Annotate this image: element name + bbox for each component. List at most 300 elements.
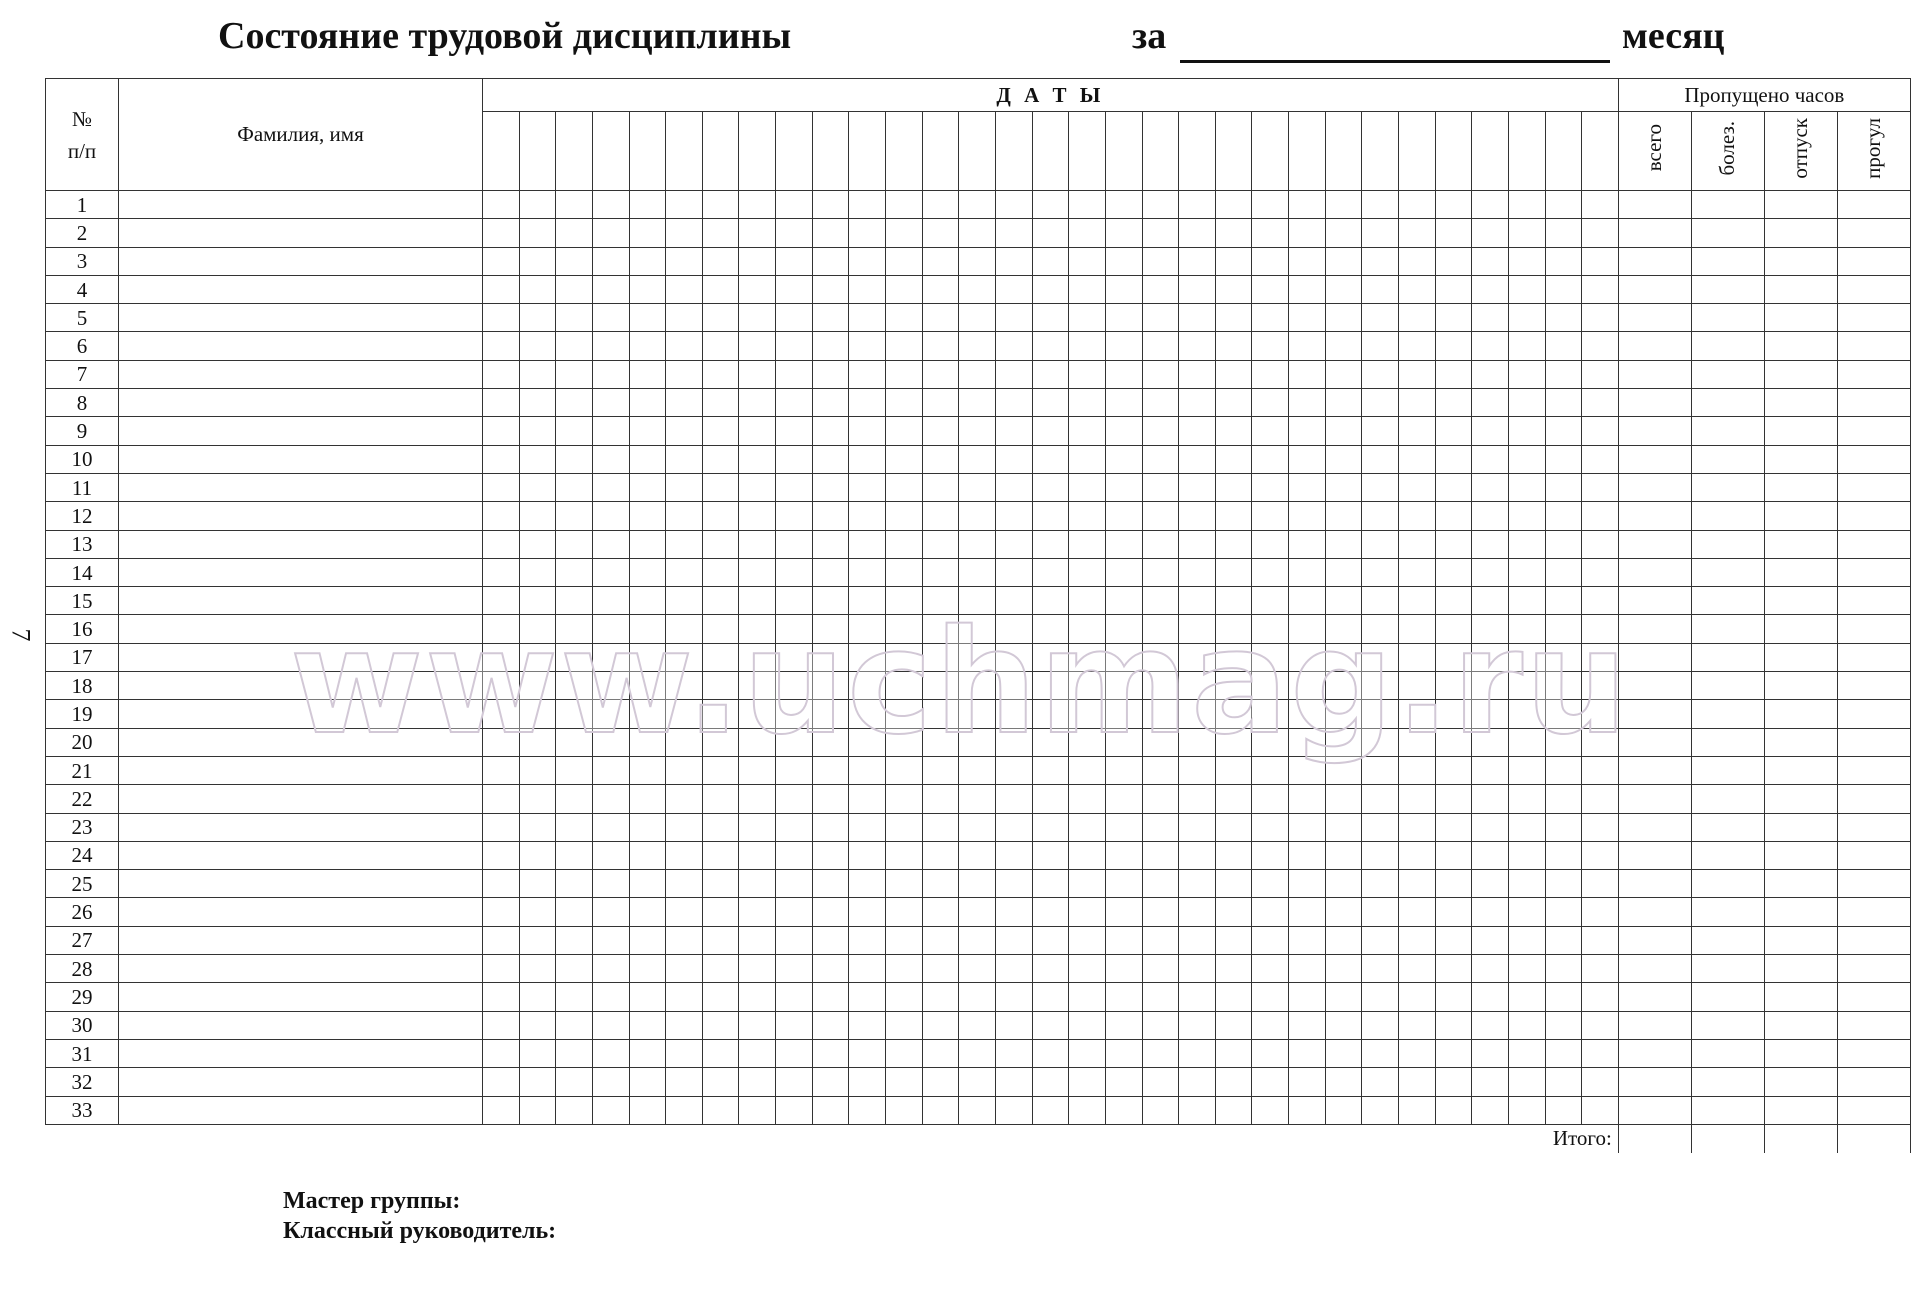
date-cell[interactable]	[1472, 841, 1509, 869]
missed-cell[interactable]	[1764, 558, 1837, 586]
date-cell[interactable]	[1362, 219, 1399, 247]
date-cell[interactable]	[483, 360, 520, 388]
date-cell[interactable]	[812, 1039, 849, 1067]
date-cell[interactable]	[812, 841, 849, 869]
date-cell[interactable]	[1179, 785, 1216, 813]
date-cell[interactable]	[1472, 1011, 1509, 1039]
name-cell[interactable]	[119, 841, 483, 869]
date-cell[interactable]	[1105, 304, 1142, 332]
name-cell[interactable]	[119, 247, 483, 275]
date-cell[interactable]	[849, 304, 886, 332]
date-cell[interactable]	[666, 502, 703, 530]
date-cell[interactable]	[849, 417, 886, 445]
date-cell[interactable]	[483, 841, 520, 869]
date-cell[interactable]	[739, 530, 776, 558]
date-cell[interactable]	[812, 417, 849, 445]
date-cell[interactable]	[1508, 955, 1545, 983]
date-cell[interactable]	[1215, 247, 1252, 275]
date-cell[interactable]	[1142, 1068, 1179, 1096]
date-cell[interactable]	[1289, 870, 1326, 898]
date-cell[interactable]	[666, 1096, 703, 1124]
date-cell[interactable]	[995, 219, 1032, 247]
date-cell[interactable]	[702, 1068, 739, 1096]
date-cell[interactable]	[812, 926, 849, 954]
date-cell[interactable]	[922, 841, 959, 869]
date-cell[interactable]	[1435, 870, 1472, 898]
date-cell[interactable]	[1105, 417, 1142, 445]
date-cell[interactable]	[1142, 1011, 1179, 1039]
date-cell[interactable]	[519, 1011, 556, 1039]
date-cell[interactable]	[629, 191, 666, 219]
date-cell[interactable]	[1399, 473, 1436, 501]
date-cell[interactable]	[1105, 360, 1142, 388]
date-cell[interactable]	[959, 955, 996, 983]
date-cell[interactable]	[592, 1068, 629, 1096]
date-cell[interactable]	[629, 530, 666, 558]
date-cell[interactable]	[849, 983, 886, 1011]
date-cell[interactable]	[1362, 955, 1399, 983]
date-cell[interactable]	[1582, 1096, 1619, 1124]
date-cell[interactable]	[702, 445, 739, 473]
date-cell[interactable]	[739, 417, 776, 445]
missed-cell[interactable]	[1837, 1011, 1910, 1039]
date-cell[interactable]	[1325, 445, 1362, 473]
date-cell[interactable]	[592, 983, 629, 1011]
date-cell[interactable]	[776, 813, 813, 841]
date-cell[interactable]	[776, 389, 813, 417]
date-cell[interactable]	[1325, 389, 1362, 417]
date-cell[interactable]	[1435, 785, 1472, 813]
missed-cell[interactable]	[1691, 1011, 1764, 1039]
date-cell[interactable]	[629, 926, 666, 954]
missed-cell[interactable]	[1837, 983, 1910, 1011]
missed-cell[interactable]	[1618, 473, 1691, 501]
date-cell[interactable]	[1105, 247, 1142, 275]
date-cell[interactable]	[886, 360, 923, 388]
missed-cell[interactable]	[1764, 813, 1837, 841]
date-cell[interactable]	[1582, 360, 1619, 388]
date-cell[interactable]	[702, 417, 739, 445]
name-cell[interactable]	[119, 304, 483, 332]
date-cell[interactable]	[849, 870, 886, 898]
date-cell[interactable]	[519, 1068, 556, 1096]
date-cell[interactable]	[1545, 841, 1582, 869]
date-cell[interactable]	[1472, 813, 1509, 841]
date-cell[interactable]	[922, 304, 959, 332]
missed-cell[interactable]	[1618, 389, 1691, 417]
missed-cell[interactable]	[1691, 926, 1764, 954]
missed-cell[interactable]	[1691, 247, 1764, 275]
date-cell[interactable]	[739, 813, 776, 841]
date-cell[interactable]	[1032, 841, 1069, 869]
missed-cell[interactable]	[1618, 983, 1691, 1011]
total-cell[interactable]	[1837, 1124, 1910, 1153]
date-cell[interactable]	[1069, 785, 1106, 813]
date-cell[interactable]	[556, 926, 593, 954]
date-cell[interactable]	[483, 275, 520, 303]
date-cell[interactable]	[666, 1039, 703, 1067]
date-cell[interactable]	[1399, 275, 1436, 303]
date-cell[interactable]	[739, 275, 776, 303]
date-cell[interactable]	[702, 983, 739, 1011]
date-cell[interactable]	[1545, 417, 1582, 445]
date-cell[interactable]	[812, 1096, 849, 1124]
date-cell[interactable]	[886, 926, 923, 954]
date-cell[interactable]	[1252, 191, 1289, 219]
date-cell[interactable]	[1582, 926, 1619, 954]
missed-cell[interactable]	[1837, 558, 1910, 586]
missed-cell[interactable]	[1691, 1039, 1764, 1067]
date-cell[interactable]	[1105, 898, 1142, 926]
date-cell[interactable]	[886, 417, 923, 445]
missed-cell[interactable]	[1691, 445, 1764, 473]
date-cell[interactable]	[922, 445, 959, 473]
date-cell[interactable]	[739, 1039, 776, 1067]
date-cell[interactable]	[1179, 275, 1216, 303]
date-cell[interactable]	[922, 1039, 959, 1067]
missed-cell[interactable]	[1691, 898, 1764, 926]
date-cell[interactable]	[629, 502, 666, 530]
date-cell[interactable]	[812, 870, 849, 898]
date-cell[interactable]	[1582, 219, 1619, 247]
date-cell[interactable]	[1252, 360, 1289, 388]
date-cell[interactable]	[849, 332, 886, 360]
missed-cell[interactable]	[1691, 813, 1764, 841]
date-cell[interactable]	[776, 1039, 813, 1067]
missed-cell[interactable]	[1837, 332, 1910, 360]
date-cell[interactable]	[1032, 1068, 1069, 1096]
date-cell[interactable]	[849, 502, 886, 530]
date-cell[interactable]	[1289, 983, 1326, 1011]
missed-cell[interactable]	[1618, 502, 1691, 530]
date-cell[interactable]	[556, 983, 593, 1011]
date-cell[interactable]	[1545, 304, 1582, 332]
date-cell[interactable]	[592, 926, 629, 954]
date-cell[interactable]	[1069, 219, 1106, 247]
date-cell[interactable]	[922, 983, 959, 1011]
date-cell[interactable]	[519, 304, 556, 332]
missed-cell[interactable]	[1691, 841, 1764, 869]
date-cell[interactable]	[1032, 502, 1069, 530]
date-cell[interactable]	[1142, 219, 1179, 247]
date-cell[interactable]	[959, 841, 996, 869]
missed-cell[interactable]	[1764, 643, 1837, 671]
date-cell[interactable]	[666, 870, 703, 898]
date-cell[interactable]	[1472, 247, 1509, 275]
total-cell[interactable]	[1764, 1124, 1837, 1153]
date-cell[interactable]	[1399, 983, 1436, 1011]
date-cell[interactable]	[1362, 502, 1399, 530]
date-cell[interactable]	[1582, 870, 1619, 898]
date-cell[interactable]	[922, 558, 959, 586]
date-cell[interactable]	[1545, 983, 1582, 1011]
date-cell[interactable]	[1142, 955, 1179, 983]
date-cell[interactable]	[629, 841, 666, 869]
date-cell[interactable]	[1325, 417, 1362, 445]
date-cell[interactable]	[995, 445, 1032, 473]
missed-cell[interactable]	[1691, 700, 1764, 728]
missed-cell[interactable]	[1691, 587, 1764, 615]
date-cell[interactable]	[812, 502, 849, 530]
date-cell[interactable]	[995, 983, 1032, 1011]
date-cell[interactable]	[1215, 191, 1252, 219]
date-cell[interactable]	[1545, 275, 1582, 303]
date-cell[interactable]	[886, 841, 923, 869]
date-cell[interactable]	[1142, 926, 1179, 954]
date-cell[interactable]	[1289, 275, 1326, 303]
date-cell[interactable]	[1582, 389, 1619, 417]
date-cell[interactable]	[849, 247, 886, 275]
date-cell[interactable]	[483, 1039, 520, 1067]
date-cell[interactable]	[1325, 898, 1362, 926]
date-cell[interactable]	[849, 926, 886, 954]
date-cell[interactable]	[556, 417, 593, 445]
date-cell[interactable]	[483, 785, 520, 813]
date-cell[interactable]	[886, 898, 923, 926]
date-cell[interactable]	[995, 926, 1032, 954]
date-cell[interactable]	[812, 813, 849, 841]
date-cell[interactable]	[1069, 813, 1106, 841]
date-cell[interactable]	[1545, 1096, 1582, 1124]
date-cell[interactable]	[1472, 530, 1509, 558]
date-cell[interactable]	[1362, 360, 1399, 388]
date-cell[interactable]	[922, 530, 959, 558]
date-cell[interactable]	[922, 785, 959, 813]
date-cell[interactable]	[1582, 785, 1619, 813]
date-cell[interactable]	[1142, 558, 1179, 586]
date-cell[interactable]	[629, 785, 666, 813]
date-cell[interactable]	[1289, 841, 1326, 869]
date-cell[interactable]	[1142, 360, 1179, 388]
date-cell[interactable]	[1179, 1096, 1216, 1124]
date-cell[interactable]	[1508, 445, 1545, 473]
date-cell[interactable]	[1032, 530, 1069, 558]
date-cell[interactable]	[1545, 898, 1582, 926]
date-cell[interactable]	[702, 502, 739, 530]
date-cell[interactable]	[995, 275, 1032, 303]
name-cell[interactable]	[119, 332, 483, 360]
date-cell[interactable]	[702, 1011, 739, 1039]
date-cell[interactable]	[1399, 870, 1436, 898]
missed-cell[interactable]	[1764, 445, 1837, 473]
date-cell[interactable]	[739, 445, 776, 473]
date-cell[interactable]	[556, 219, 593, 247]
date-cell[interactable]	[592, 841, 629, 869]
date-cell[interactable]	[556, 445, 593, 473]
date-cell[interactable]	[739, 304, 776, 332]
date-cell[interactable]	[739, 1068, 776, 1096]
date-cell[interactable]	[886, 1011, 923, 1039]
date-cell[interactable]	[1032, 926, 1069, 954]
date-cell[interactable]	[1179, 1039, 1216, 1067]
date-cell[interactable]	[556, 955, 593, 983]
date-cell[interactable]	[1105, 389, 1142, 417]
date-cell[interactable]	[629, 1011, 666, 1039]
date-cell[interactable]	[1325, 247, 1362, 275]
date-cell[interactable]	[849, 841, 886, 869]
date-cell[interactable]	[1362, 898, 1399, 926]
name-cell[interactable]	[119, 360, 483, 388]
date-cell[interactable]	[1472, 304, 1509, 332]
date-cell[interactable]	[1399, 360, 1436, 388]
date-cell[interactable]	[702, 841, 739, 869]
date-cell[interactable]	[666, 813, 703, 841]
date-cell[interactable]	[556, 473, 593, 501]
date-cell[interactable]	[739, 558, 776, 586]
date-cell[interactable]	[1582, 1068, 1619, 1096]
date-cell[interactable]	[1105, 1039, 1142, 1067]
date-cell[interactable]	[483, 247, 520, 275]
date-cell[interactable]	[519, 219, 556, 247]
date-cell[interactable]	[959, 530, 996, 558]
date-cell[interactable]	[702, 191, 739, 219]
date-cell[interactable]	[922, 1011, 959, 1039]
missed-cell[interactable]	[1691, 191, 1764, 219]
date-cell[interactable]	[959, 360, 996, 388]
date-cell[interactable]	[629, 955, 666, 983]
date-cell[interactable]	[739, 870, 776, 898]
date-cell[interactable]	[1472, 389, 1509, 417]
date-cell[interactable]	[1032, 785, 1069, 813]
date-cell[interactable]	[1472, 1068, 1509, 1096]
date-cell[interactable]	[1142, 983, 1179, 1011]
date-cell[interactable]	[1215, 502, 1252, 530]
date-cell[interactable]	[1289, 360, 1326, 388]
date-cell[interactable]	[1032, 983, 1069, 1011]
date-cell[interactable]	[922, 870, 959, 898]
date-cell[interactable]	[849, 785, 886, 813]
date-cell[interactable]	[1069, 530, 1106, 558]
date-cell[interactable]	[1215, 1039, 1252, 1067]
name-cell[interactable]	[119, 813, 483, 841]
date-cell[interactable]	[1582, 955, 1619, 983]
date-cell[interactable]	[776, 1011, 813, 1039]
date-cell[interactable]	[1582, 191, 1619, 219]
date-cell[interactable]	[1545, 219, 1582, 247]
missed-cell[interactable]	[1691, 643, 1764, 671]
date-cell[interactable]	[1545, 530, 1582, 558]
date-cell[interactable]	[666, 926, 703, 954]
date-cell[interactable]	[1472, 360, 1509, 388]
missed-cell[interactable]	[1618, 1096, 1691, 1124]
date-cell[interactable]	[1215, 955, 1252, 983]
date-cell[interactable]	[1545, 558, 1582, 586]
date-cell[interactable]	[849, 1011, 886, 1039]
date-cell[interactable]	[886, 785, 923, 813]
date-cell[interactable]	[1325, 1011, 1362, 1039]
date-cell[interactable]	[776, 530, 813, 558]
date-cell[interactable]	[629, 1039, 666, 1067]
date-cell[interactable]	[959, 502, 996, 530]
date-cell[interactable]	[483, 558, 520, 586]
date-cell[interactable]	[556, 191, 593, 219]
missed-cell[interactable]	[1764, 304, 1837, 332]
date-cell[interactable]	[666, 191, 703, 219]
date-cell[interactable]	[922, 389, 959, 417]
missed-cell[interactable]	[1764, 530, 1837, 558]
date-cell[interactable]	[1582, 417, 1619, 445]
missed-cell[interactable]	[1691, 389, 1764, 417]
date-cell[interactable]	[1105, 332, 1142, 360]
date-cell[interactable]	[1545, 191, 1582, 219]
missed-cell[interactable]	[1618, 219, 1691, 247]
missed-cell[interactable]	[1618, 841, 1691, 869]
date-cell[interactable]	[1105, 870, 1142, 898]
date-cell[interactable]	[1545, 247, 1582, 275]
date-cell[interactable]	[1252, 332, 1289, 360]
date-cell[interactable]	[812, 473, 849, 501]
date-cell[interactable]	[995, 955, 1032, 983]
missed-cell[interactable]	[1837, 700, 1910, 728]
date-cell[interactable]	[1032, 247, 1069, 275]
date-cell[interactable]	[1105, 1068, 1142, 1096]
date-cell[interactable]	[1105, 445, 1142, 473]
date-cell[interactable]	[1252, 870, 1289, 898]
missed-cell[interactable]	[1618, 417, 1691, 445]
date-cell[interactable]	[739, 502, 776, 530]
date-cell[interactable]	[886, 473, 923, 501]
missed-cell[interactable]	[1837, 898, 1910, 926]
date-cell[interactable]	[776, 502, 813, 530]
missed-cell[interactable]	[1837, 841, 1910, 869]
date-cell[interactable]	[1069, 1011, 1106, 1039]
missed-cell[interactable]	[1837, 643, 1910, 671]
missed-cell[interactable]	[1764, 417, 1837, 445]
date-cell[interactable]	[483, 983, 520, 1011]
date-cell[interactable]	[1325, 191, 1362, 219]
missed-cell[interactable]	[1837, 728, 1910, 756]
date-cell[interactable]	[483, 870, 520, 898]
name-cell[interactable]	[119, 445, 483, 473]
date-cell[interactable]	[886, 219, 923, 247]
missed-cell[interactable]	[1618, 360, 1691, 388]
date-cell[interactable]	[1215, 926, 1252, 954]
date-cell[interactable]	[776, 304, 813, 332]
date-cell[interactable]	[1032, 389, 1069, 417]
date-cell[interactable]	[519, 841, 556, 869]
date-cell[interactable]	[1325, 926, 1362, 954]
date-cell[interactable]	[556, 360, 593, 388]
date-cell[interactable]	[1289, 530, 1326, 558]
date-cell[interactable]	[483, 1096, 520, 1124]
date-cell[interactable]	[1252, 1039, 1289, 1067]
missed-cell[interactable]	[1691, 332, 1764, 360]
date-cell[interactable]	[1252, 1011, 1289, 1039]
date-cell[interactable]	[1545, 502, 1582, 530]
date-cell[interactable]	[629, 219, 666, 247]
date-cell[interactable]	[1252, 417, 1289, 445]
missed-cell[interactable]	[1837, 926, 1910, 954]
date-cell[interactable]	[1142, 898, 1179, 926]
date-cell[interactable]	[592, 813, 629, 841]
date-cell[interactable]	[959, 813, 996, 841]
date-cell[interactable]	[959, 785, 996, 813]
date-cell[interactable]	[849, 955, 886, 983]
date-cell[interactable]	[1399, 191, 1436, 219]
date-cell[interactable]	[959, 1096, 996, 1124]
date-cell[interactable]	[776, 558, 813, 586]
missed-cell[interactable]	[1618, 191, 1691, 219]
date-cell[interactable]	[1362, 813, 1399, 841]
date-cell[interactable]	[592, 473, 629, 501]
date-cell[interactable]	[1325, 304, 1362, 332]
date-cell[interactable]	[1215, 304, 1252, 332]
date-cell[interactable]	[1032, 304, 1069, 332]
date-cell[interactable]	[1105, 473, 1142, 501]
date-cell[interactable]	[1105, 785, 1142, 813]
date-cell[interactable]	[1032, 813, 1069, 841]
date-cell[interactable]	[1582, 473, 1619, 501]
